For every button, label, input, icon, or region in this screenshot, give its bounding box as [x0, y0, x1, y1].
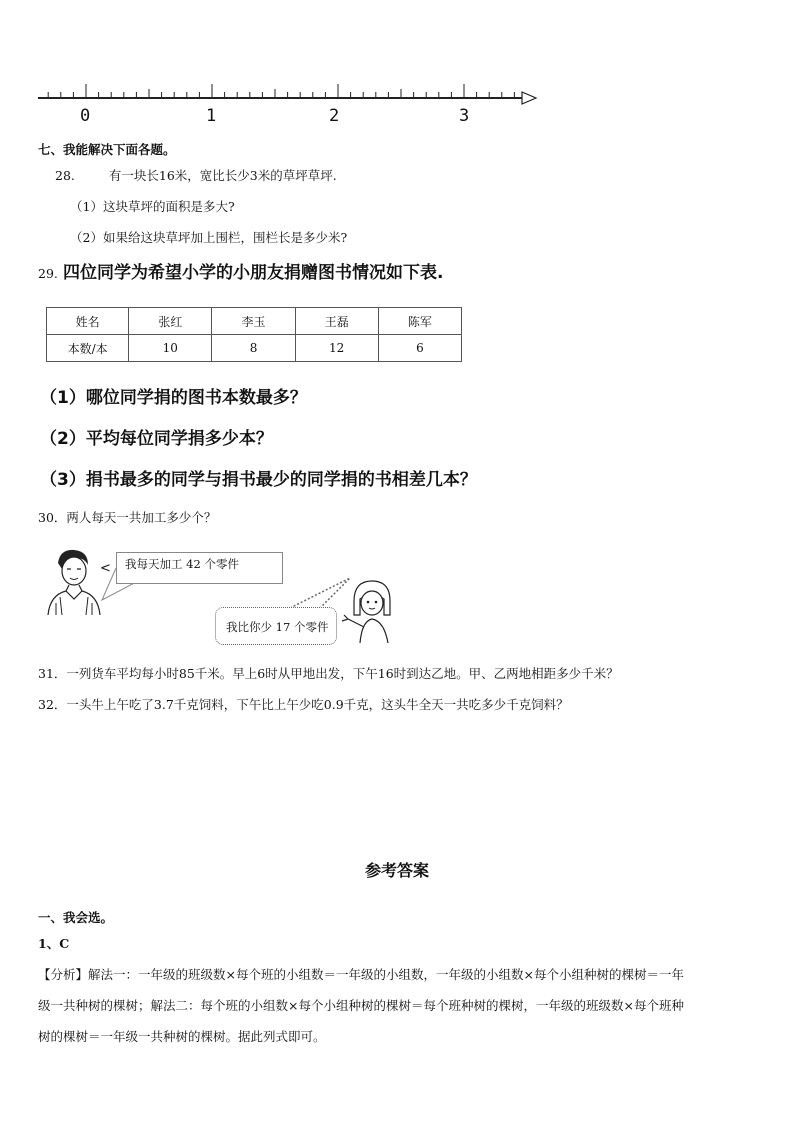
question-28-number: 28.: [55, 168, 75, 183]
answers-title: 参考答案: [364, 861, 429, 880]
number-line-label-2: 2: [329, 106, 340, 126]
girl-illustration: [340, 575, 410, 645]
table-row: [47, 335, 462, 362]
answer-item-1: 1、C: [38, 936, 70, 951]
answer-analysis-line-2: 级一共种树的棵树；解法二：每个班的小组数×每个小组种树的棵树＝每个班种树的棵树，一年级的班级数×每个班种: [38, 998, 684, 1013]
answer-analysis-line-1: 【分析】解法一：一年级的班级数×每个班的小组数＝一年级的小组数，一年级的小组数×每个小组种树的棵树＝一年: [38, 967, 684, 982]
number-line-label-1: 1: [206, 106, 217, 126]
number-line-label-0: 0: [80, 106, 91, 126]
question-29-number: 29.: [38, 266, 58, 281]
man-illustration: [38, 545, 108, 615]
question-28: [55, 168, 555, 184]
question-29-sub3: （3）捐书最多的同学与捐书最少的同学捐的书相差几本？: [40, 470, 477, 490]
question-29-sub2: （2）平均每位同学捐多少本？: [40, 429, 273, 449]
question-32-text: 32．一头牛上午吃了3.7千克饲料，下午比上午少吃0.9千克，这头牛全天一共吃多少千克饲料？: [38, 697, 569, 712]
table-header-row: [47, 308, 462, 335]
table-cell: 12: [295, 335, 378, 362]
table-cell: 本数/本: [47, 335, 129, 362]
section-7-heading: 七、我能解决下面各题。: [38, 142, 176, 157]
number-line-label-3: 3: [459, 106, 470, 126]
question-29: [38, 262, 443, 284]
table-header-cell: 李玉: [212, 308, 295, 335]
table-header-cell: 张红: [129, 308, 212, 335]
question-28-text: 有一块长16米，宽比长少3米的草坪草坪.: [108, 168, 337, 183]
speech-indicator-icon: <: [100, 561, 111, 576]
question-29-text: 四位同学为希望小学的小朋友捐赠图书情况如下表.: [62, 263, 444, 283]
question-28-sub1: （1）这块草坪的面积是多大?: [70, 199, 235, 214]
answers-section-1: 一、我会选。: [38, 910, 114, 925]
number-line: [36, 80, 541, 130]
table-header-cell: 姓名: [47, 308, 129, 335]
table-cell: 8: [212, 335, 295, 362]
girl-speech-bubble: [215, 607, 337, 645]
question-31-text: 31．一列货车平均每小时85千米。早上6时从甲地出发，下午16时到达乙地。甲、乙两地相距多少千米？: [38, 666, 619, 681]
question-29-sub1: （1）哪位同学捐的图书本数最多？: [40, 388, 307, 408]
donation-table: [46, 307, 462, 362]
answer-analysis-line-3: 树的棵树＝一年级一共种树的棵树。据此列式即可。: [38, 1029, 326, 1044]
question-30-text: 30．两人每天一共加工多少个？: [38, 510, 217, 525]
question-28-sub2: （2）如果给这块草坪加上围栏，围栏长是多少米?: [70, 230, 348, 245]
table-cell: 6: [378, 335, 461, 362]
table-header-cell: 王磊: [295, 308, 378, 335]
table-header-cell: 陈军: [378, 308, 461, 335]
table-cell: 10: [129, 335, 212, 362]
girl-speech-text: 我比你少 17 个零件: [226, 620, 329, 634]
man-speech-text: 我每天加工 42 个零件: [125, 557, 239, 571]
